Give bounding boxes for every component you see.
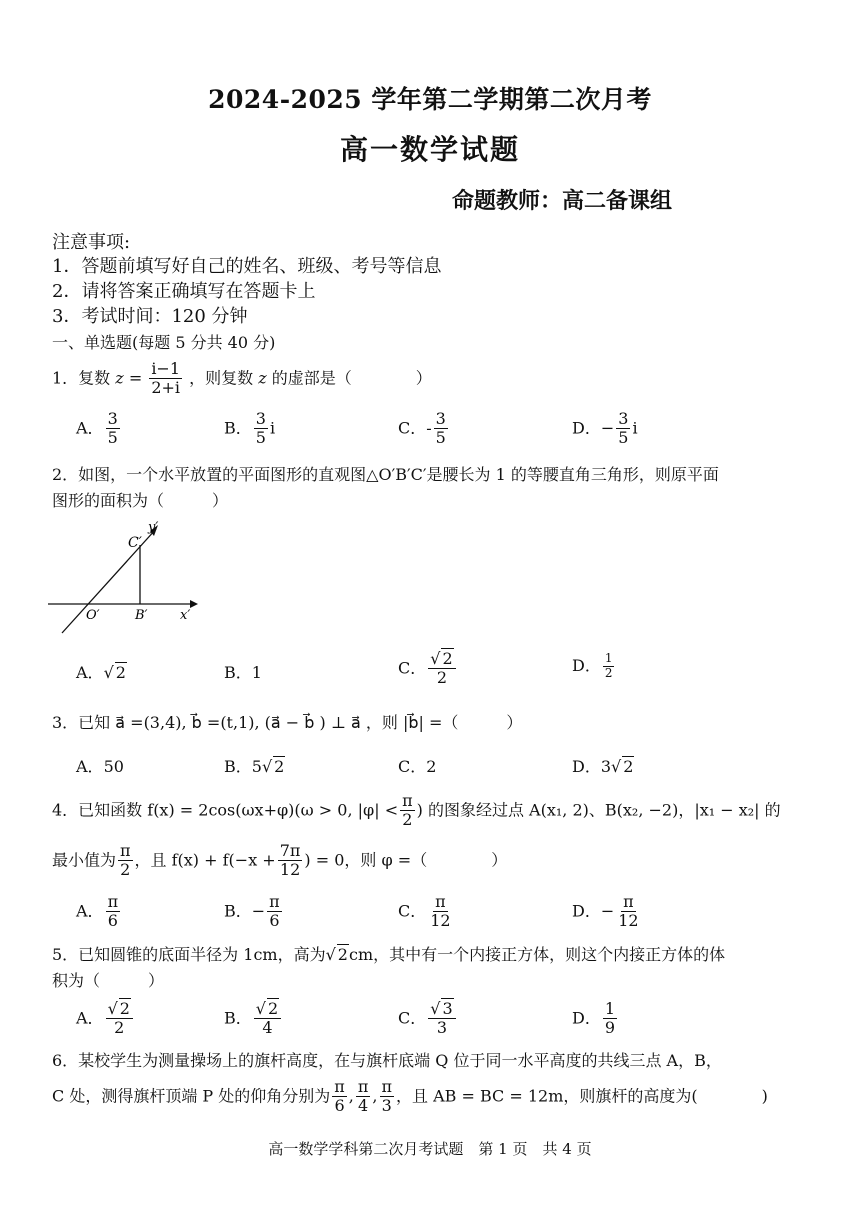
q4-line1-pre: 4．已知函数 f(x) = 2cos(ωx+φ)(ω > 0, |φ| < — [52, 800, 399, 820]
q6-line2-pre: C 处，测得旗杆顶端 P 处的仰角分别为 — [52, 1086, 331, 1106]
option-fraction — [106, 410, 120, 448]
option-fraction — [106, 1000, 133, 1038]
option-fraction — [616, 410, 630, 448]
option-num: 3 — [618, 409, 629, 428]
option-label: D． — [572, 901, 601, 921]
exam-title: 2024-2025 学年第二学期第二次月考 — [208, 85, 652, 114]
option-num: √ 2 — [106, 1000, 133, 1019]
question-5-line2: 积为（ ） — [52, 971, 165, 990]
q5-radicand: 2 — [337, 945, 348, 964]
option-pre: − — [251, 901, 266, 921]
option-label: C． — [398, 1008, 427, 1028]
option-num: √ 3 — [428, 1000, 455, 1019]
fraction-den: 4 — [358, 1096, 369, 1116]
option-pre: − — [600, 901, 615, 921]
option-fraction — [254, 1000, 281, 1038]
option-label: B． — [224, 663, 252, 682]
option-den: 3 — [436, 1018, 448, 1038]
fraction-den: 12 — [279, 860, 301, 880]
option-text: 1 — [251, 663, 262, 682]
option-fraction — [603, 652, 615, 681]
q1-num: i−1 — [151, 359, 181, 378]
label-b: B′ — [135, 608, 148, 623]
option-fraction — [434, 410, 448, 448]
option-label: D． — [572, 418, 601, 438]
q1-z2: z — [258, 368, 267, 388]
option-den: 2 — [436, 668, 448, 688]
option-label: B． — [224, 757, 252, 776]
q6-fraction-2 — [356, 1078, 371, 1116]
label-o: O′ — [86, 608, 100, 623]
option-label: A． — [76, 663, 104, 682]
fraction-num: 7π — [279, 841, 301, 860]
option-pre: 3 — [600, 757, 612, 776]
option-fraction — [106, 893, 121, 931]
option-den: 6 — [269, 911, 280, 931]
question-5-line1: 5．已知圆锥的底面半径为 1cm，高为√ 2cm，其中有一个内接正方体，则这个内接正方体的体 — [52, 945, 726, 964]
option-label: C． — [398, 418, 427, 438]
q2-option-b[interactable] — [224, 660, 262, 683]
option-num: √ 2 — [428, 650, 455, 669]
q3-option-b[interactable]: B．5√ 2 — [224, 757, 285, 776]
option-den: 2 — [604, 665, 613, 680]
option-label: C． — [398, 757, 427, 776]
option-label: A． — [76, 418, 104, 438]
option-post: i — [632, 418, 638, 438]
fraction-den: 2 — [120, 860, 131, 880]
question-3: 3．已知 a⃗ =(3,4), b⃗ =(t,1), (a⃗ − b⃗ ) ⊥ a⃗ ，则 |b⃗| =（ ） — [52, 713, 523, 732]
option-radicand: 2 — [267, 999, 279, 1018]
option-label: C． — [398, 658, 427, 678]
option-den: 9 — [604, 1018, 616, 1038]
option-label: A． — [76, 1008, 104, 1028]
option-radicand: 2 — [119, 999, 130, 1018]
option-label: A． — [76, 757, 104, 776]
q2-figure — [48, 515, 208, 640]
fraction-den: 3 — [381, 1096, 392, 1116]
option-den: 12 — [618, 911, 639, 931]
exam-author: 命题教师：高二备课组 — [452, 188, 673, 214]
q1-option-c[interactable] — [398, 410, 450, 448]
option-pre: - — [426, 418, 432, 438]
q4-fraction-3 — [278, 842, 303, 880]
option-label: B． — [224, 1008, 252, 1028]
option-fraction — [428, 650, 455, 688]
option-den: 5 — [618, 428, 629, 448]
option-fraction — [428, 1000, 455, 1038]
q4-option-a[interactable] — [76, 893, 122, 931]
option-post: i — [269, 418, 276, 438]
option-num: 3 — [255, 409, 266, 428]
option-label: C． — [398, 901, 427, 921]
option-den: 5 — [435, 428, 446, 448]
q1-prefix: 1．复数 — [52, 368, 111, 388]
q5-option-c[interactable] — [398, 1000, 458, 1038]
option-fraction — [254, 410, 268, 448]
q1-suffix2: 的虚部是（ ） — [271, 368, 432, 388]
option-fraction — [616, 893, 640, 931]
q4-line2-post: ) = 0，则 φ =（ ） — [304, 850, 508, 870]
q4-option-d[interactable] — [572, 893, 643, 931]
q4-line1-post: ) 的图象经过点 A(x₁, 2)、B(x₂, −2)，|x₁ − x₂| 的 — [416, 800, 781, 820]
option-num: π — [107, 892, 119, 911]
option-label: D． — [572, 757, 601, 776]
option-radicand: 3 — [442, 999, 453, 1018]
label-x: x′ — [180, 608, 191, 623]
fraction-num: π — [357, 1077, 369, 1096]
q5-option-d[interactable] — [572, 1000, 619, 1038]
q6-fraction-3 — [380, 1078, 395, 1116]
notice-item-3: 3．考试时间：120 分钟 — [52, 306, 248, 327]
q4-fraction-1 — [400, 792, 415, 830]
option-radicand: 2 — [442, 649, 453, 668]
q2-option-a[interactable]: A．√ 2 — [76, 663, 126, 682]
q5-line1-pre: 5．已知圆锥的底面半径为 1cm，高为 — [52, 945, 326, 964]
q3-option-c[interactable] — [398, 754, 436, 777]
q1-z: z — [115, 368, 124, 388]
section-heading: 一、单选题(每题 5 分共 40 分) — [52, 333, 276, 352]
q5-option-b[interactable] — [224, 1000, 283, 1038]
option-label: B． — [224, 418, 252, 438]
option-num: 3 — [435, 409, 446, 428]
option-num: 1 — [604, 999, 616, 1018]
q5-option-a[interactable] — [76, 1000, 135, 1038]
q4-line2-mid: ，且 f(x) + f(−x + — [134, 850, 276, 870]
q4-option-c[interactable] — [398, 893, 455, 931]
option-den: 4 — [262, 1018, 273, 1038]
q1-option-a[interactable] — [76, 410, 122, 448]
fraction-den: 2 — [402, 810, 413, 830]
option-den: 2 — [114, 1018, 125, 1038]
notice-item-2: 2．请将答案正确填写在答题卡上 — [52, 281, 316, 302]
q6-fraction-1 — [332, 1078, 347, 1116]
option-radicand: 2 — [115, 663, 126, 682]
q4-fraction-2 — [118, 842, 133, 880]
q4-option-b[interactable] — [224, 893, 284, 931]
q2-option-c[interactable] — [398, 650, 458, 688]
option-den: 12 — [430, 911, 451, 931]
option-den: 5 — [255, 428, 266, 448]
option-fraction — [603, 1000, 617, 1038]
q3-option-a[interactable] — [76, 754, 124, 777]
q1-fraction — [149, 360, 182, 398]
option-label: D． — [572, 1008, 601, 1028]
q6-line2-post: ，且 AB = BC = 12m，则旗杆的高度为( ) — [396, 1086, 768, 1106]
page-footer: 高一数学学科第二次月考试题 第 1 页 共 4 页 — [268, 1140, 592, 1158]
q5-line1-post: cm，其中有一个内接正方体，则这个内接正方体的体 — [348, 945, 726, 964]
exam-subtitle: 高一数学试题 — [339, 133, 520, 166]
option-num: √ 2 — [254, 1000, 281, 1019]
option-num: 1 — [604, 651, 613, 665]
notice-item-1: 1．答题前填写好自己的姓名、班级、考号等信息 — [52, 256, 442, 277]
fraction-num: π — [120, 841, 131, 860]
option-num: π — [623, 892, 634, 911]
q1-option-b[interactable] — [224, 410, 275, 448]
q2-option-d[interactable] — [572, 652, 616, 681]
fraction-num: π — [402, 791, 413, 810]
question-2-line2: 图形的面积为（ ） — [52, 491, 229, 510]
fraction-den: 6 — [334, 1096, 345, 1116]
question-4-line1 — [52, 792, 781, 830]
option-num: π — [269, 892, 280, 911]
q1-option-d[interactable] — [572, 410, 638, 448]
option-radicand: 2 — [623, 757, 634, 776]
question-6-line2: C 处，测得旗杆顶端 P 处的仰角分别为 $\frac{\pi}{6}$ , $\frac{\pi}{4}$ , $\frac{\pi}{3}$ ，且 AB = BC = 12m，则旗杆的高度为( ) — [52, 1077, 768, 1116]
x-axis-arrow — [190, 600, 198, 608]
q1-suffix: ，则复数 — [189, 368, 254, 388]
q1-eq: = — [128, 368, 143, 388]
notice-heading: 注意事项: — [52, 232, 131, 253]
q4-line2-pre: 最小值为 — [52, 850, 117, 870]
option-fraction — [267, 893, 282, 931]
option-label: B． — [224, 901, 252, 921]
option-pre: 5 — [251, 757, 262, 776]
option-text: 2 — [426, 757, 437, 776]
option-fraction — [428, 893, 452, 931]
option-den: 6 — [107, 911, 118, 931]
option-pre: − — [600, 418, 615, 438]
option-text: 50 — [103, 757, 124, 776]
option-label: D． — [572, 655, 601, 675]
fraction-num: π — [334, 1077, 345, 1096]
option-num: π — [435, 892, 446, 911]
question-6-line1: 6．某校学生为测量操场上的旗杆高度，在与旗杆底端 Q 位于同一水平高度的共线三点 A，B， — [52, 1051, 722, 1070]
question-4-line2 — [52, 842, 507, 880]
q3-option-d[interactable]: D．3√ 2 — [572, 757, 634, 776]
option-radicand: 2 — [274, 757, 285, 776]
option-label: A． — [76, 901, 104, 921]
q1-den: 2+i — [151, 378, 181, 398]
option-den: 5 — [107, 428, 118, 448]
question-1 — [52, 360, 432, 398]
label-c: C′ — [128, 535, 142, 551]
label-y: y′ — [148, 520, 159, 535]
fraction-num: π — [381, 1077, 393, 1096]
question-2-line1: 2．如图，一个水平放置的平面图形的直观图△O′B′C′是腰长为 1 的等腰直角三角形，则原平面 — [52, 465, 719, 484]
option-num: 3 — [107, 409, 118, 428]
